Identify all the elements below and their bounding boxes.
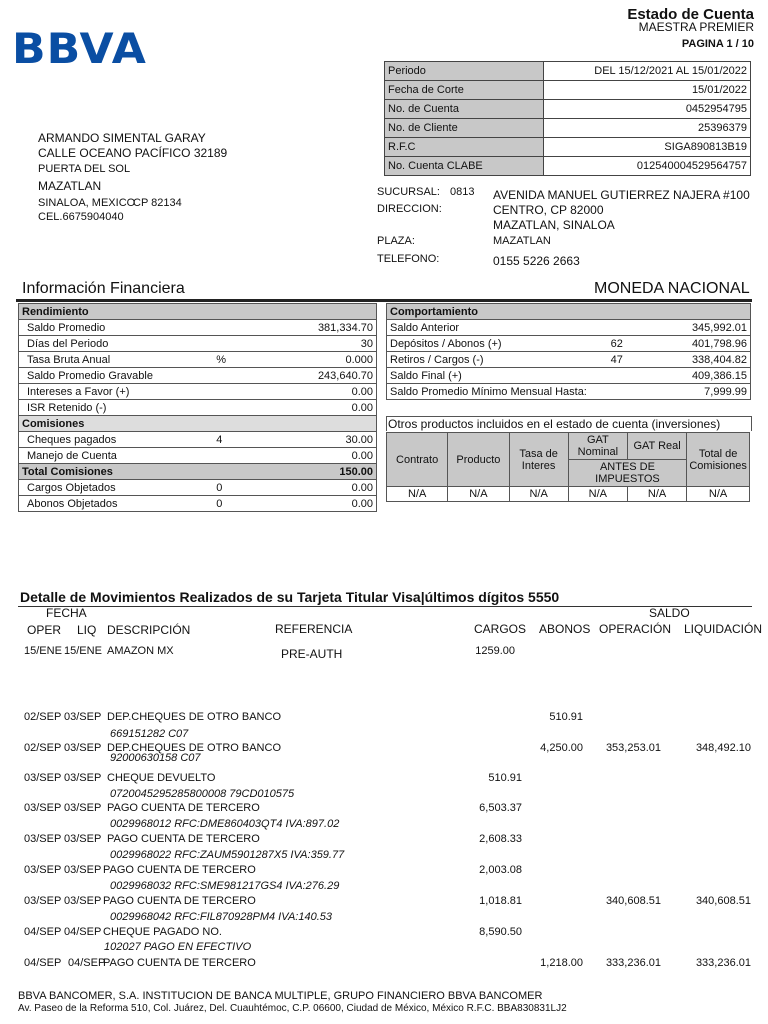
plaza-label: PLAZA:	[377, 235, 415, 247]
fin-value: 0.00	[289, 448, 376, 464]
movement-reference: PRE-AUTH	[281, 647, 343, 661]
fin-count: 4	[213, 432, 289, 448]
account-info-row	[385, 119, 751, 138]
col-tasa: Tasa de Interes	[509, 433, 568, 487]
header-abonos: ABONOS	[539, 622, 591, 636]
telefono-value: 0155 5226 2663	[493, 254, 580, 268]
fin-count	[213, 336, 289, 352]
fin-row	[19, 432, 377, 448]
movement-cargo: 2,608.33	[479, 833, 522, 845]
account-info-row	[385, 157, 751, 176]
fin-value: 345,992.01	[684, 320, 751, 336]
col-gat-real: GAT Real	[627, 433, 686, 460]
movement-cargo: 6,503.37	[479, 802, 522, 814]
account-info-value: 0452954795	[544, 100, 751, 119]
liq-date: 03/SEP	[64, 742, 102, 754]
financial-info-title: Información Financiera	[22, 280, 185, 297]
fin-label: Cargos Objetados	[19, 480, 214, 496]
footer-bank: BBVA BANCOMER, S.A. INSTITUCION DE BANCA MULTIPLE, GRUPO FINANCIERO BBVA BANCOMER	[18, 990, 543, 1002]
fin-label: Intereses a Favor (+)	[19, 384, 214, 400]
account-info-value: 012540004529564757	[544, 157, 751, 176]
fin-label: Saldo Promedio Mínimo Mensual Hasta:	[387, 384, 608, 400]
fin-count: 47	[608, 352, 684, 368]
header-descripcion: DESCRIPCIÓN	[107, 623, 191, 637]
header-referencia: REFERENCIA	[275, 622, 353, 636]
movement-abono: 1,218.00	[540, 957, 583, 969]
fin-value: 0.00	[289, 480, 376, 496]
header-fecha: FECHA	[46, 606, 87, 620]
otros-productos-title: Otros productos incluidos en el estado de cuenta (inversiones)	[386, 416, 752, 431]
oper-date: 04/SEP	[24, 926, 62, 938]
movement-cargo: 1,018.81	[479, 895, 522, 907]
saldo-operacion: 353,253.01	[605, 742, 661, 754]
fin-row	[19, 480, 377, 496]
fin-value: 0.000	[289, 352, 376, 368]
fin-value: 0.00	[289, 384, 376, 400]
saldo-operacion: 333,236.01	[605, 957, 661, 969]
otros-cell: N/A	[627, 487, 686, 502]
currency-label: MONEDA NACIONAL	[594, 280, 750, 297]
fin-label: Saldo Anterior	[387, 320, 608, 336]
fin-count: 62	[608, 336, 684, 352]
movement-detail: 102027 PAGO EN EFECTIVO	[104, 941, 252, 953]
movement-description: CHEQUE DEVUELTO	[107, 772, 216, 784]
header-cargos: CARGOS	[474, 622, 527, 636]
header-operacion: OPERACIÓN	[599, 622, 672, 636]
customer-state: SINALOA, MEXICO	[38, 197, 136, 209]
fin-row	[19, 496, 377, 512]
fin-row	[19, 384, 377, 400]
fin-row	[387, 352, 751, 368]
fin-value: 409,386.15	[684, 368, 751, 384]
oper-date: 03/SEP	[24, 864, 62, 876]
movement-cargo: 2,003.08	[479, 864, 522, 876]
account-info-label: No. de Cliente	[385, 119, 544, 138]
movement-cargo: 1259.00	[475, 645, 515, 657]
fin-row	[387, 336, 751, 352]
otros-cell: N/A	[448, 487, 509, 502]
liq-date: 03/SEP	[64, 864, 102, 876]
comportamiento-header: Comportamiento	[387, 304, 751, 320]
customer-phone: CEL.6675904040	[38, 211, 124, 223]
fin-label: Saldo Final (+)	[387, 368, 608, 384]
total-comisiones-label: Total Comisiones	[19, 464, 214, 480]
account-info-label: Periodo	[385, 62, 544, 81]
movements-title: Detalle de Movimientos Realizados de su Tarjeta Titular Visa|últimos dígitos 5550	[20, 589, 560, 605]
account-info-row	[385, 62, 751, 81]
oper-date: 03/SEP	[24, 772, 62, 784]
branch-address-2: CENTRO, CP 82000	[493, 203, 604, 217]
header-oper: OPER	[27, 623, 62, 637]
fin-count	[213, 384, 289, 400]
fin-row	[387, 320, 751, 336]
fin-label: Saldo Promedio	[19, 320, 214, 336]
bbva-logo: BBVA	[12, 24, 147, 73]
fin-label: Días del Periodo	[19, 336, 214, 352]
branch-address-1: AVENIDA MANUEL GUTIERREZ NAJERA #100	[493, 188, 750, 202]
comportamiento-table	[386, 303, 751, 400]
fin-count: 0	[213, 480, 289, 496]
liq-date: 03/SEP	[64, 711, 102, 723]
fin-value: 401,798.96	[684, 336, 751, 352]
account-info-value: DEL 15/12/2021 AL 15/01/2022	[544, 62, 751, 81]
header-saldo: SALDO	[649, 606, 690, 620]
fin-value: 7,999.99	[684, 384, 751, 400]
customer-cp: CP 82134	[133, 197, 182, 209]
fin-label: Saldo Promedio Gravable	[19, 368, 214, 384]
fin-label: Cheques pagados	[19, 432, 214, 448]
oper-date: 15/ENE	[24, 645, 62, 657]
footer-address: Av. Paseo de la Reforma 510, Col. Juárez, Del. Cuauhtémoc, C.P. 06600, Ciudad de México, México R.F.C. BBA830831LJ2	[18, 1003, 567, 1014]
movement-description: CHEQUE PAGADO NO.	[103, 926, 222, 938]
sucursal-value: 0813	[450, 186, 475, 198]
col-gat-nominal: GAT Nominal	[568, 433, 627, 460]
movement-description: PAGO CUENTA DE TERCERO	[103, 895, 256, 907]
direccion-label: DIRECCION:	[377, 203, 442, 215]
account-info-label: No. de Cuenta	[385, 100, 544, 119]
antes-impuestos: ANTES DE IMPUESTOS	[568, 460, 686, 487]
document-title: Estado de Cuenta	[627, 6, 754, 23]
liq-date: 03/SEP	[64, 802, 102, 814]
header-liq: LIQ	[77, 623, 97, 637]
customer-city: MAZATLAN	[38, 179, 102, 193]
account-info-row	[385, 81, 751, 100]
fin-row	[387, 368, 751, 384]
customer-street: CALLE OCEANO PACÍFICO 32189	[38, 146, 228, 160]
oper-date: 04/SEP	[24, 957, 62, 969]
header-liquidacion: LIQUIDACIÓN	[684, 622, 763, 636]
movement-detail: 669151282 C07	[110, 728, 189, 740]
otros-productos-table	[386, 432, 750, 502]
liq-date: 03/SEP	[64, 833, 102, 845]
branch-address-3: MAZATLAN, SINALOA	[493, 218, 615, 232]
fin-count	[608, 384, 684, 400]
otros-cell: N/A	[687, 487, 750, 502]
account-info-row	[385, 138, 751, 157]
plaza-value: MAZATLAN	[493, 235, 551, 247]
movement-detail: 92000630158 C07	[110, 752, 201, 764]
customer-name: ARMANDO SIMENTAL GARAY	[38, 131, 206, 145]
fin-count	[213, 448, 289, 464]
col-producto: Producto	[448, 433, 509, 487]
account-info-label: R.F.C	[385, 138, 544, 157]
rendimiento-table	[18, 303, 377, 512]
saldo-liquidacion: 348,492.10	[695, 742, 751, 754]
account-info-value: 25396379	[544, 119, 751, 138]
section-divider	[16, 299, 752, 302]
customer-colony: PUERTA DEL SOL	[38, 163, 131, 175]
fin-label: Manejo de Cuenta	[19, 448, 214, 464]
movement-description: DEP.CHEQUES DE OTRO BANCO	[107, 742, 281, 754]
fin-value: 0.00	[289, 400, 376, 416]
fin-value: 0.00	[289, 496, 376, 512]
fin-value: 381,334.70	[289, 320, 376, 336]
fin-label: Tasa Bruta Anual	[19, 352, 214, 368]
rendimiento-header: Rendimiento	[19, 304, 377, 320]
account-info-label: Fecha de Corte	[385, 81, 544, 100]
fin-count	[213, 400, 289, 416]
oper-date: 02/SEP	[24, 711, 62, 723]
fin-value: 30	[289, 336, 376, 352]
oper-date: 03/SEP	[24, 802, 62, 814]
movement-description: PAGO CUENTA DE TERCERO	[107, 833, 260, 845]
sucursal-label: SUCURSAL:	[377, 186, 440, 198]
otros-cell: N/A	[387, 487, 448, 502]
movement-detail: 0029968022 RFC:ZAUM5901287X5 IVA:359.77	[110, 849, 345, 861]
otros-cell: N/A	[509, 487, 568, 502]
movement-detail: 0029968042 RFC:FIL870928PM4 IVA:140.53	[110, 911, 332, 923]
fin-value: 30.00	[289, 432, 376, 448]
movement-detail: 0029968012 RFC:DME860403QT4 IVA:897.02	[110, 818, 340, 830]
account-info-value: 15/01/2022	[544, 81, 751, 100]
fin-row	[19, 400, 377, 416]
movement-description: AMAZON MX	[107, 645, 174, 657]
movement-detail: 0720045295285800008 79CD010575	[110, 788, 295, 800]
fin-count: %	[213, 352, 289, 368]
oper-date: 02/SEP	[24, 742, 62, 754]
fin-count	[608, 320, 684, 336]
col-total-comisiones: Total de Comisiones	[687, 433, 750, 487]
liq-date: 03/SEP	[64, 895, 102, 907]
movement-description: PAGO CUENTA DE TERCERO	[103, 864, 256, 876]
fin-count	[213, 320, 289, 336]
movement-description: PAGO CUENTA DE TERCERO	[107, 802, 260, 814]
liq-date: 03/SEP	[64, 772, 102, 784]
col-contrato: Contrato	[387, 433, 448, 487]
movements-divider	[18, 606, 752, 607]
fin-value: 243,640.70	[289, 368, 376, 384]
liq-date: 15/ENE	[64, 645, 102, 657]
fin-label: ISR Retenido (-)	[19, 400, 214, 416]
account-info-row	[385, 100, 751, 119]
fin-label: Abonos Objetados	[19, 496, 214, 512]
account-info-label: No. Cuenta CLABE	[385, 157, 544, 176]
page-indicator: PAGINA 1 / 10	[681, 38, 754, 50]
otros-cell: N/A	[568, 487, 627, 502]
account-type: MAESTRA PREMIER	[638, 20, 754, 34]
fin-row	[19, 448, 377, 464]
comisiones-header: Comisiones	[19, 416, 377, 432]
liq-date: 04/SEP	[68, 957, 106, 969]
fin-row	[19, 352, 377, 368]
account-info-table	[384, 61, 751, 176]
account-info-value: SIGA890813B19	[544, 138, 751, 157]
movement-detail: 0029968032 RFC:SME981217GS4 IVA:276.29	[110, 880, 340, 892]
oper-date: 03/SEP	[24, 895, 62, 907]
movement-cargo: 510.91	[488, 772, 522, 784]
fin-row	[19, 368, 377, 384]
fin-count	[213, 368, 289, 384]
telefono-label: TELEFONO:	[377, 253, 440, 265]
saldo-liquidacion: 340,608.51	[695, 895, 751, 907]
movement-cargo: 8,590.50	[479, 926, 522, 938]
movement-abono: 4,250.00	[540, 742, 583, 754]
total-comisiones-value: 150.00	[289, 464, 376, 480]
fin-label: Depósitos / Abonos (+)	[387, 336, 608, 352]
saldo-liquidacion: 333,236.01	[695, 957, 751, 969]
saldo-operacion: 340,608.51	[605, 895, 661, 907]
fin-row	[19, 320, 377, 336]
movement-description: PAGO CUENTA DE TERCERO	[103, 957, 256, 969]
fin-count	[608, 368, 684, 384]
fin-row	[19, 336, 377, 352]
fin-row	[387, 384, 751, 400]
movement-description: DEP.CHEQUES DE OTRO BANCO	[107, 711, 281, 723]
fin-count: 0	[213, 496, 289, 512]
fin-value: 338,404.82	[684, 352, 751, 368]
oper-date: 03/SEP	[24, 833, 62, 845]
movement-abono: 510.91	[549, 711, 583, 723]
liq-date: 04/SEP	[64, 926, 102, 938]
fin-label: Retiros / Cargos (-)	[387, 352, 608, 368]
